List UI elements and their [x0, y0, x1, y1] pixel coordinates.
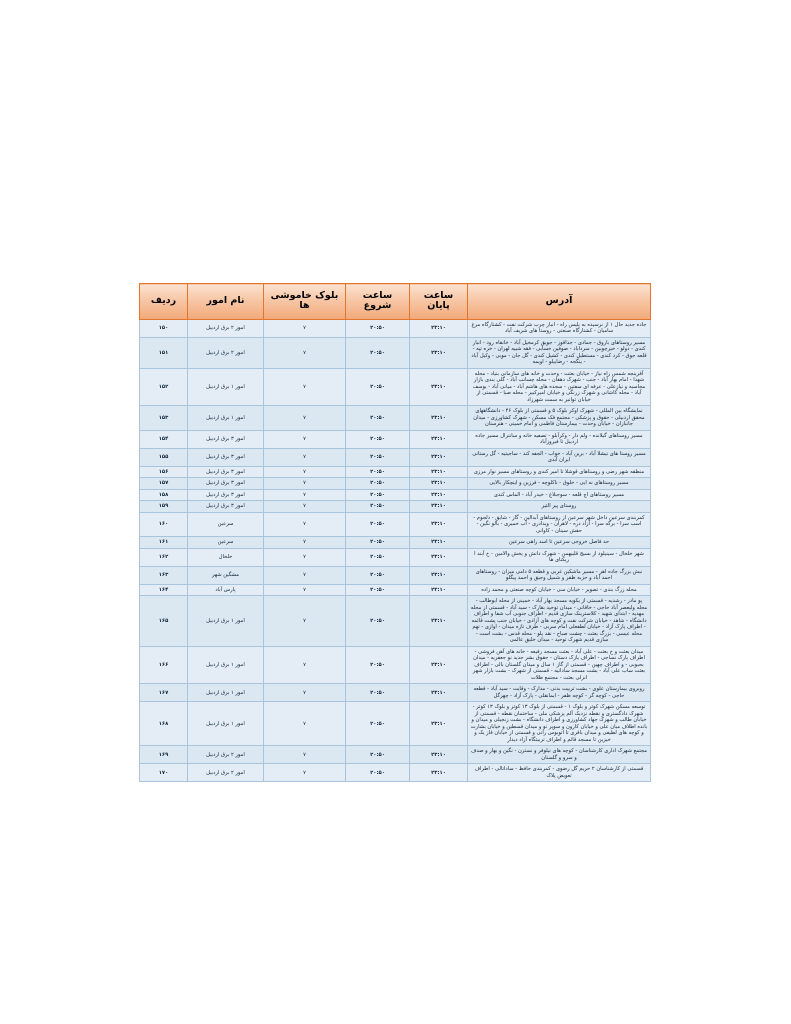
cell-start-time: ۲۰:۵۰: [346, 466, 410, 478]
cell-start-time: ۲۰:۵۰: [346, 337, 410, 368]
cell-block: ۷: [264, 368, 346, 406]
cell-block: ۷: [264, 406, 346, 431]
cell-address: پو مادر - رشدیه - قسمتی از یکویه مسجد بهار آباد - خمینی از محله ابوطالب - محله ولیعصر آباد حاجی - خاقانی - میدان توحید بقارک - سید آباد - قسمتی از محله مهدیه - ابتدای شهید - کلاسترینک سازی قدیم - اطراف جنوبی آب شفا و اطراف دانشگاه - شاهد - خیابان شرکت نفت و کوچه های آزادی - خیابان جنب پشت قائمه - اطراف پارک آزاد - خیابان لطفعلی امام سربی - طرف تازه میدان - اوازی - تهم محله عیسی - بزرگ بعثت - چشت صباح - نقد پلو - محله قدس - بشت است - سازی قدیم شهرک توحید - میدان خلیق عالمی: [468, 596, 651, 647]
cell-start-time: ۲۰:۵۰: [346, 512, 410, 537]
cell-start-time: ۲۰:۵۰: [346, 448, 410, 466]
cell-row-number: ۱۶۳: [140, 566, 188, 584]
table-row: [140, 406, 651, 431]
cell-address: مسیر روستاهای نه ایی - خلوق - ناکلوچه - فرزین و اینچکار بالایی: [468, 478, 651, 490]
cell-start-time: ۲۰:۵۰: [346, 406, 410, 431]
cell-office-name: امور ۳ برق اردبیل: [188, 466, 264, 478]
cell-office-name: امور ۱ برق اردبیل: [188, 684, 264, 702]
cell-end-time: ۲۳:۱۰: [410, 684, 468, 702]
cell-office-name: امور ۳ برق اردبیل: [188, 478, 264, 490]
cell-office-name: امور ۱ برق اردبیل: [188, 368, 264, 406]
cell-block: ۷: [264, 319, 346, 337]
cell-office-name: امور ۲ برق اردبیل: [188, 746, 264, 764]
table-row: [140, 489, 651, 501]
table-row: [140, 430, 651, 448]
cell-address: محله زرگ بندی - تصویر - خیابان سی - خیابان کوچه صنعتی و محمد زاده: [468, 584, 651, 596]
table-row: [140, 512, 651, 537]
table-header: [140, 284, 651, 320]
cell-address: نبش بزرگ جاده اهر - مسیر ماشکین غربی و قطعه ۵ دامی میزان - روستاهای احمد آباد و حزبه ظفر و شمیل وجیق و احمد پیگلو: [468, 566, 651, 584]
cell-end-time: ۲۳:۱۰: [410, 596, 468, 647]
cell-office-name: سرعین: [188, 537, 264, 549]
cell-end-time: ۲۳:۱۰: [410, 702, 468, 746]
cell-end-time: ۲۳:۱۰: [410, 489, 468, 501]
cell-address: کمربندی سرعین داخل شهر سرعین از روستاهای آبدالین - گاز - شایق - دلجوم - اسب سرا - برگه سرا - آزاد دره - لاهران - ویدادری - آب خمیری - بالو نگین - حفش سینان - کاوانی: [468, 512, 651, 537]
cell-row-number: ۱۵۷: [140, 478, 188, 490]
cell-row-number: ۱۶۶: [140, 646, 188, 684]
cell-office-name: خلخال: [188, 548, 264, 566]
cell-office-name: امور ۳ برق اردبیل: [188, 448, 264, 466]
cell-office-name: امور ۳ برق اردبیل: [188, 501, 264, 513]
cell-row-number: ۱۶۹: [140, 746, 188, 764]
cell-address: مجتمع شهرک اداری کارشناسان - کوچه های نیلوفر و نسترن - نگین و بهار و صدف و سرو و گلستان: [468, 746, 651, 764]
table-row: [140, 702, 651, 746]
cell-start-time: ۲۰:۵۰: [346, 566, 410, 584]
table-row: [140, 319, 651, 337]
cell-block: ۷: [264, 764, 346, 782]
column-header-start-time: ساعت شروع: [346, 284, 410, 320]
cell-start-time: ۲۰:۵۰: [346, 368, 410, 406]
cell-address: روستای پیر الثیر: [468, 501, 651, 513]
cell-end-time: ۲۳:۱۰: [410, 319, 468, 337]
cell-office-name: سرعین: [188, 512, 264, 537]
cell-end-time: ۲۳:۱۰: [410, 337, 468, 368]
cell-row-number: ۱۵۴: [140, 430, 188, 448]
cell-office-name: امور ۱ برق اردبیل: [188, 702, 264, 746]
cell-block: ۷: [264, 646, 346, 684]
cell-office-name: امور ۱ برق اردبیل: [188, 646, 264, 684]
cell-end-time: ۲۳:۱۰: [410, 764, 468, 782]
table-row: [140, 448, 651, 466]
cell-start-time: ۲۰:۵۰: [346, 537, 410, 549]
cell-end-time: ۲۳:۱۰: [410, 584, 468, 596]
cell-office-name: مشگین شهر: [188, 566, 264, 584]
cell-start-time: ۲۰:۵۰: [346, 548, 410, 566]
cell-row-number: ۱۶۵: [140, 596, 188, 647]
table-row: [140, 764, 651, 782]
cell-start-time: ۲۰:۵۰: [346, 584, 410, 596]
cell-end-time: ۲۳:۱۰: [410, 448, 468, 466]
table-row: [140, 537, 651, 549]
cell-office-name: امور ۱ برق اردبیل: [188, 596, 264, 647]
column-header-address: آدرس: [468, 284, 651, 320]
cell-row-number: ۱۶۲: [140, 548, 188, 566]
table-body: [140, 319, 651, 782]
cell-office-name: امور ۳ برق اردبیل: [188, 489, 264, 501]
table-row: [140, 684, 651, 702]
cell-block: ۷: [264, 501, 346, 513]
cell-end-time: ۲۳:۱۰: [410, 512, 468, 537]
cell-block: ۷: [264, 466, 346, 478]
cell-end-time: ۲۳:۱۰: [410, 501, 468, 513]
cell-address: مسیر روستاهای باروق - جمادی - جداقوز - جویق کرمخیل آباد - خانقاه رود - انبار کندی - دولو - خیرچوبین - سرداباد - صوفین خسابی - فقه شبیه لهران - خره تپه - قلعه جوق - کرد کندی - مستطیل کندی - کشیل کندی - گل جان - موبی - وکیل آباد - ینگجه - رضاییلو - اویمه: [468, 337, 651, 368]
cell-end-time: ۲۳:۱۰: [410, 478, 468, 490]
table-row: [140, 746, 651, 764]
cell-address: منطقه شهر رضی و روستاهای قوشلا تا امیر کندی و روستاهای مسیر نوار مرزی: [468, 466, 651, 478]
cell-block: ۷: [264, 337, 346, 368]
cell-start-time: ۲۰:۵۰: [346, 596, 410, 647]
cell-office-name: امور ۲ برق اردبیل: [188, 319, 264, 337]
column-header-end-time: ساعت پایان: [410, 284, 468, 320]
cell-block: ۷: [264, 430, 346, 448]
table-row: [140, 501, 651, 513]
cell-end-time: ۲۳:۱۰: [410, 566, 468, 584]
cell-address: مسیر روستا های نیشلا آباد - برین آباد - خواب - الجفه کند - ساجیتیه - گل رستانی ایران آبدی: [468, 448, 651, 466]
cell-row-number: ۱۵۹: [140, 501, 188, 513]
table-row: [140, 478, 651, 490]
table-row: [140, 337, 651, 368]
table-row: [140, 566, 651, 584]
table-row: [140, 548, 651, 566]
cell-start-time: ۲۰:۵۰: [346, 478, 410, 490]
cell-start-time: ۲۰:۵۰: [346, 746, 410, 764]
cell-row-number: ۱۶۸: [140, 702, 188, 746]
cell-start-time: ۲۰:۵۰: [346, 319, 410, 337]
cell-row-number: ۱۶۷: [140, 684, 188, 702]
cell-row-number: ۱۵۱: [140, 337, 188, 368]
column-header-block: بلوک خاموشی ها: [264, 284, 346, 320]
cell-block: ۷: [264, 489, 346, 501]
cell-row-number: ۱۶۰: [140, 512, 188, 537]
outage-schedule-table: [139, 283, 651, 782]
cell-row-number: ۱۵۸: [140, 489, 188, 501]
cell-row-number: ۱۵۲: [140, 368, 188, 406]
cell-end-time: ۲۳:۱۰: [410, 646, 468, 684]
cell-block: ۷: [264, 566, 346, 584]
cell-address: توسعه مسکن شهرک کوثر و بلوک ۱ - قسمتی از بلوک ۱۳ کوثر و بلوک ۱۳ کوثر - شهرک دادگستری و نقطه نزدیک آلم پزشکی ملی - ساختمان نقطه - قسمتی از خیابان طالب و شهرک جهاد کشاورزی و اطراف دانشگاه - بشت زنجیلی و میدان و بانده اطلاف میان علی و خیابان کارون و سوپر نو و میدان قسطین و خیابان بشارت و کوچه های لطیفی و میدان باقری تا اتوبوس رانی و قسمتی از خیابان قاز یک و خیزین تا مسجد قائم و اطراف تربیتگاه آزاد دیدار: [468, 702, 651, 746]
cell-end-time: ۲۳:۱۰: [410, 537, 468, 549]
cell-end-time: ۲۳:۱۰: [410, 466, 468, 478]
cell-address: قسمتی از کارشناسان ۲ حریم گل رضوی - کمربندی حافظ - ساداتالی - اطراف تعویض پلاک: [468, 764, 651, 782]
cell-row-number: ۱۵۰: [140, 319, 188, 337]
cell-start-time: ۲۰:۵۰: [346, 702, 410, 746]
cell-block: ۷: [264, 537, 346, 549]
cell-end-time: ۲۳:۱۰: [410, 548, 468, 566]
cell-address: روبروی بیمارستان علوی - بشت تربیت بدنی - مدارک - وقایت - سید آباد - قطعه حاجی - کوچه گر - کوچه ظفر - ایمانقلی - پارک آزاد - چهرگل: [468, 684, 651, 702]
cell-office-name: امور ۲ برق اردبیل: [188, 764, 264, 782]
column-header-row-number: ردیف: [140, 284, 188, 320]
cell-block: ۷: [264, 684, 346, 702]
cell-address: جاده جدید حال ۱ از نرسیده به پلیس راه - انبار چرب شرکت نفت - کشتارگاه مرغ سامیان - کشتارگاه صنعتی - روستا های شریف آباد: [468, 319, 651, 337]
cell-block: ۷: [264, 448, 346, 466]
cell-start-time: ۲۰:۵۰: [346, 430, 410, 448]
cell-office-name: پارس آباد: [188, 584, 264, 596]
cell-address: نمایشگاه بین المللی - شهرک اوکر بلوک ۵ و قسمتی از بلوک ۴۶ - دانشگاههای محقق اردبیلی - حقوق و پزشکی - مجتمع فک مسکن - شهرک کشاورزی - میدان جانبازان - خیابان وحدت - بیمارستان فاطمی و امام خمینی - هنرستان: [468, 406, 651, 431]
table-row: [140, 596, 651, 647]
cell-block: ۷: [264, 548, 346, 566]
cell-end-time: ۲۳:۱۰: [410, 406, 468, 431]
cell-start-time: ۲۰:۵۰: [346, 764, 410, 782]
cell-address: حد فاصل خروجی سرعین تا اسد راهی سرعین: [468, 537, 651, 549]
cell-office-name: امور ۱ برق اردبیل: [188, 406, 264, 431]
cell-end-time: ۲۳:۱۰: [410, 746, 468, 764]
column-header-office: نام امور: [188, 284, 264, 320]
cell-start-time: ۲۰:۵۰: [346, 489, 410, 501]
table-row: [140, 368, 651, 406]
cell-block: ۷: [264, 584, 346, 596]
cell-block: ۷: [264, 478, 346, 490]
cell-start-time: ۲۰:۵۰: [346, 646, 410, 684]
table-row: [140, 584, 651, 596]
cell-address: مسیر روستاهای گیلانده - ولم دار - وکرآبلو - تصفیه خانه و سانترال مسیر جاده اردبیل تا فیروزآباد: [468, 430, 651, 448]
cell-office-name: امور ۳ برق اردبیل: [188, 430, 264, 448]
cell-row-number: ۱۵۵: [140, 448, 188, 466]
outage-table-container: [140, 283, 651, 782]
cell-start-time: ۲۰:۵۰: [346, 501, 410, 513]
cell-block: ۷: [264, 746, 346, 764]
cell-row-number: ۱۵۳: [140, 406, 188, 431]
table-row: [140, 466, 651, 478]
cell-end-time: ۲۳:۱۰: [410, 368, 468, 406]
table-header-row: [140, 284, 651, 320]
cell-address: میدان بعثت و خ بعثت - علی آباد - بعثت مسجد رفیعه - خانه های آهن فروشی - اطراف پارک نساجی - اطراف یازک دستان - حقوق بشر جدید نو جعفریه - میدان بحبوبی - و اطراف چهین - قسمتی از گاز ۱ سال و میدان گلستان بالی - اطراف بعثت ساب علی آباد - بشت مسجد ساداتیه - قسمتی از شهرک - بشت بازار شهر انزلی بعثت - مجتمع ظلات: [468, 646, 651, 684]
cell-row-number: ۱۶۱: [140, 537, 188, 549]
cell-row-number: ۱۷۰: [140, 764, 188, 782]
cell-office-name: امور ۲ برق اردبیل: [188, 337, 264, 368]
cell-block: ۷: [264, 512, 346, 537]
cell-address: مسیر روستاهای اچ قلعه - سوجبلاغ - خیدر آباد - الماس کندی: [468, 489, 651, 501]
cell-start-time: ۲۰:۵۰: [346, 684, 410, 702]
cell-address: آفرینجه شمس راه نیاز - خیابان بعثت - وحدت و خانه های سازمانی بنیاد - محله شهدا - امام بهار آباد - جنب - شهرک دهقان - محله چسانب آباد - گلی بندی بازار مجاسبه و نیازعلی - عرفه ای سفتین - سجده های هاشم آباد - میانی آباد - یوسف آباد - محله کاشانی و شهرک زرنگی و خیابان امیرکبیر - محله صبا - قسمتی از خیابان توانیر به سمت شهرزاد: [468, 368, 651, 406]
cell-block: ۷: [264, 702, 346, 746]
cell-row-number: ۱۵۶: [140, 466, 188, 478]
cell-end-time: ۲۳:۱۰: [410, 430, 468, 448]
table-row: [140, 646, 651, 684]
cell-address: شهر خلخال - سینیلود از بسیج قلیبهمن - شهرک دانش و پخش والامین - خ آبند ا ریکنای ها: [468, 548, 651, 566]
cell-row-number: ۱۶۴: [140, 584, 188, 596]
cell-block: ۷: [264, 596, 346, 647]
